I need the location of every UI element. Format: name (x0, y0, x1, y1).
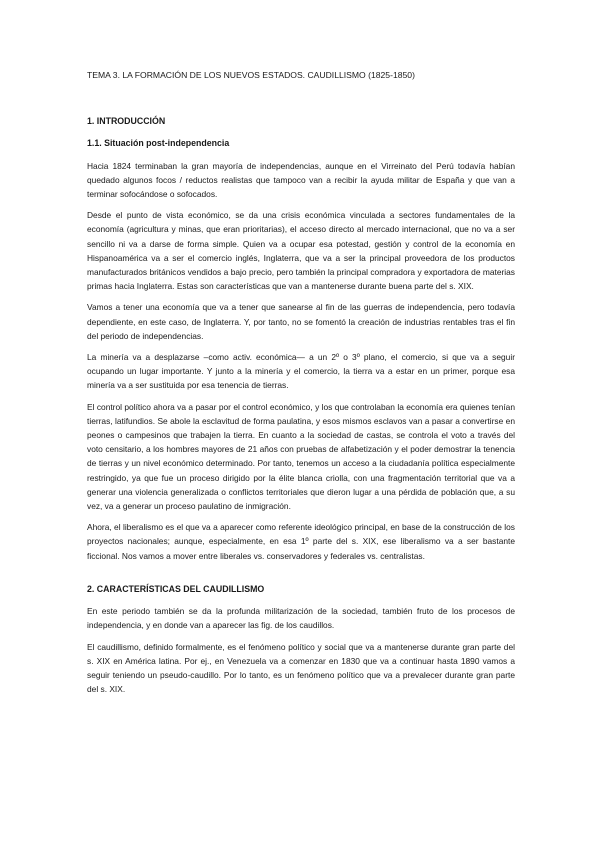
paragraph: La minería va a desplazarse –como activ. económica— a un 2º o 3º plano, el comercio, si que va a seguir ocupando un lugar importante. Y junto a la minería y el comercio, la tierra va a estar en un primer, porque esa minería va a ser sustituida por esa tenencia de tierras. (87, 352, 515, 391)
paragraph: Hacia 1824 terminaban la gran mayoría de independencias, aunque en el Virreinato del Perú todavía habían quedado algunos focos / reductos realistas que tampoco van a recibir la ayuda militar de España y que van a terminar sofocándose o sofocados. (87, 160, 515, 200)
document-body (87, 68, 515, 703)
section-introduccion (87, 114, 515, 563)
paragraph: En este periodo también se da la profunda militarización de la sociedad, también fruto de los procesos de independencia, y en donde van a aparecer las fig. de los caudillos. (87, 606, 515, 631)
paragraph: Vamos a tener una economía que va a tener que sanearse al fin de las guerras de independencia, pero todavía dependiente, en este caso, de Inglaterra. Y, por tanto, no se fomentó la creación de industrias rentables tras el fin del periodo de independencias. (87, 302, 515, 341)
section-heading: 1. INTRODUCCIÓN (87, 116, 166, 127)
section-caracteristicas (87, 582, 515, 696)
document-title: TEMA 3. LA FORMACIÓN DE LOS NUEVOS ESTADOS. CAUDILLISMO (1825-1850) (87, 70, 415, 80)
paragraph: El control político ahora va a pasar por el control económico, y los que controlaban la economía era quienes tenían tierras, latifundios. Se abole la esclavitud de forma paulatina, y esos mismos esclavos van a pasar a convertirse en peones o campesinos que trabajen la tierra. En cuanto a la sociedad de castas, se controla el voto a través del voto censitario, a los hombres mayores de 21 años con pruebas de alfabetización y el poder demostrar la tenencia de tierras y un nivel económico determinado. Por tanto, tenemos un acceso a la ciudadanía política especialmente restringido, ya que fue un proceso dirigido por la élite blanca criolla, con una fragmentación territorial que va a generar una violencia generalizada o conflictos territoriales que dieron lugar a una pérdida de población que, a su vez, va a generar un proceso paulatino de inmigración. (87, 401, 515, 512)
section-spacer (87, 570, 515, 582)
paragraph: Ahora, el liberalismo es el que va a aparecer como referente ideológico principal, en base de la construcción de los proyectos nacionales; aunque, especialmente, en esa 1º parte del s. XIX, ese liberalismo va a ser bastante ficcional. Nos vamos a mover entre liberales vs. conservadores y federales vs. centralistas. (87, 522, 515, 561)
paragraph: El caudillismo, definido formalmente, es el fenómeno político y social que va a mantenerse durante gran parte del s. XIX en América latina. Por ej., en Venezuela va a comenzar en 1830 que va a continuar hasta 1890 vamos a seguir teniendo un pseudo-caudillo. Por lo tanto, es un fenómeno político que va a prevalecer durante gran parte del s. XIX. (87, 641, 515, 695)
section-heading: 2. CARACTERÍSTICAS DEL CAUDILLISMO (87, 583, 265, 594)
subsection-heading: 1.1. Situación post-independencia (87, 138, 230, 149)
paragraph: Desde el punto de vista económico, se da una crisis económica vinculada a sectores fundamentales de la economía (agricultura y minas, que eran prioritarias), el acceso directo al mercado internacional, que no va a ser sencillo ni va a darse de forma simple. Quien va a ocupar esa potestad, gestión y control de la economía en Hispanoamérica va a ser el comercio inglés, Inglaterra, que va a ser la principal proveedora de los productos manufacturados británicos vendidos a bajo precio, pero también la principal compradora y exportadora de materias primas hacia Inglaterra. Estas son características que van a mantenerse durante buena parte del s. XIX. (87, 210, 515, 292)
